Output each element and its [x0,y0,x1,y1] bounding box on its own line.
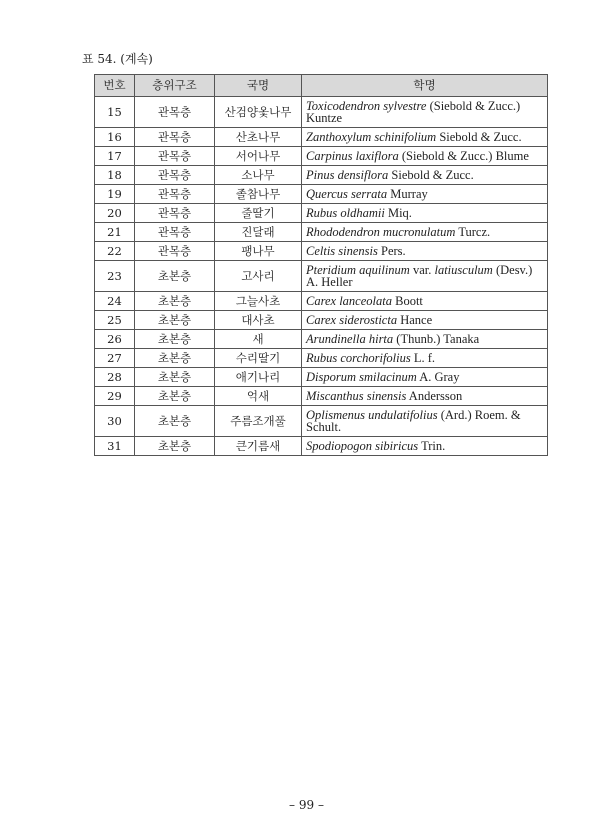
row-layer: 관목층 [135,185,215,204]
scientific-name-italic: Pteridium aquilinum [306,263,410,277]
row-layer: 관목층 [135,97,215,128]
row-layer: 초본층 [135,261,215,292]
row-layer: 초본층 [135,330,215,349]
row-number: 16 [95,128,135,147]
scientific-name-author: Miq. [384,206,412,220]
scientific-name-italic: Rhododendron mucronulatum [306,225,456,239]
row-korean-name: 억새 [215,387,302,406]
row-number: 25 [95,311,135,330]
scientific-name-author: Pers. [377,244,406,258]
row-korean-name: 애기나리 [215,368,302,387]
row-korean-name: 진달래 [215,223,302,242]
row-korean-name: 고사리 [215,261,302,292]
scientific-name-italic: Celtis sinensis [306,244,378,258]
row-scientific-name [302,147,548,166]
row-number: 15 [95,97,135,128]
table-row [95,437,548,456]
row-korean-name: 소나무 [215,166,302,185]
scientific-name-italic: Quercus serrata [306,187,388,201]
row-layer: 관목층 [135,166,215,185]
header-row [95,75,548,97]
scientific-name-italic: Miscanthus sinensis [306,389,407,403]
row-korean-name: 줄딸기 [215,204,302,223]
scientific-name-italic: Rubus oldhamii [306,206,385,220]
row-number: 19 [95,185,135,204]
scientific-name-author: (Thunb.) Tanaka [393,332,480,346]
header-layer: 층위구조 [135,75,215,97]
scientific-name-author: A. Gray [416,370,460,384]
scientific-name-italic: Rubus corchorifolius [306,351,411,365]
scientific-name-author: Hance [397,313,433,327]
table-row [95,223,548,242]
scientific-name-author: Trin. [418,439,446,453]
row-korean-name: 새 [215,330,302,349]
row-korean-name: 그늘사초 [215,292,302,311]
row-scientific-name [302,223,548,242]
row-layer: 초본층 [135,349,215,368]
row-layer: 초본층 [135,292,215,311]
table-row [95,261,548,292]
row-layer: 초본층 [135,368,215,387]
row-number: 30 [95,406,135,437]
scientific-name-italic: Arundinella hirta [306,332,394,346]
row-korean-name: 산검양옻나무 [215,97,302,128]
row-number: 17 [95,147,135,166]
row-korean-name: 산초나무 [215,128,302,147]
scientific-name-author: Siebold & Zucc. [436,130,522,144]
table-row [95,368,548,387]
row-scientific-name [302,261,548,292]
row-number: 28 [95,368,135,387]
row-layer: 관목층 [135,204,215,223]
row-layer: 관목층 [135,223,215,242]
row-scientific-name [302,204,548,223]
row-scientific-name [302,128,548,147]
scientific-name-italic: Carpinus laxiflora [306,149,399,163]
row-number: 18 [95,166,135,185]
table-row [95,330,548,349]
row-korean-name: 팽나무 [215,242,302,261]
scientific-name-author: Turcz. [455,225,491,239]
row-scientific-name [302,185,548,204]
scientific-name-italic: Carex lanceolata [306,294,392,308]
table-row [95,406,548,437]
row-korean-name: 주름조개풀 [215,406,302,437]
scientific-name-italic: Pinus densiflora [306,168,389,182]
row-number: 20 [95,204,135,223]
row-layer: 초본층 [135,387,215,406]
table-row [95,166,548,185]
row-number: 22 [95,242,135,261]
row-scientific-name [302,292,548,311]
table-row [95,311,548,330]
row-korean-name: 큰기름새 [215,437,302,456]
row-scientific-name [302,406,548,437]
table-row [95,204,548,223]
scientific-name-author: Murray [387,187,428,201]
scientific-name-author: Siebold & Zucc. [388,168,474,182]
scientific-name-author: Boott [391,294,423,308]
row-scientific-name [302,311,548,330]
table-row [95,185,548,204]
row-number: 26 [95,330,135,349]
row-layer: 관목층 [135,128,215,147]
row-scientific-name [302,242,548,261]
scientific-name-author: (Ard.) Roem. & Schult. [306,408,524,434]
header-scientific-name: 학명 [302,75,548,97]
scientific-name-author: L. f. [410,351,436,365]
table-row [95,147,548,166]
row-korean-name: 수리딸기 [215,349,302,368]
row-number: 31 [95,437,135,456]
row-layer: 초본층 [135,437,215,456]
species-table [94,74,548,456]
scientific-name-italic: Carex siderosticta [306,313,398,327]
row-scientific-name [302,97,548,128]
row-number: 24 [95,292,135,311]
row-korean-name: 대사초 [215,311,302,330]
table-row [95,387,548,406]
scientific-name-italic: Oplismenus undulatifolius [306,408,438,422]
scientific-name-author: Andersson [406,389,463,403]
scientific-name-author: var. [409,263,435,277]
row-korean-name: 졸참나무 [215,185,302,204]
scientific-name-author: (Desv.) A. Heller [306,263,535,289]
row-scientific-name [302,368,548,387]
row-scientific-name [302,166,548,185]
row-layer: 관목층 [135,242,215,261]
scientific-name-italic: Disporum smilacinum [306,370,417,384]
row-layer: 관목층 [135,147,215,166]
table-row [95,97,548,128]
table-row [95,292,548,311]
row-number: 23 [95,261,135,292]
scientific-name-author: (Siebold & Zucc.) Blume [398,149,529,163]
table-caption: 표 54. (계속) [82,52,153,66]
header-korean-name: 국명 [215,75,302,97]
row-layer: 초본층 [135,406,215,437]
row-scientific-name [302,330,548,349]
scientific-name-author: (Siebold & Zucc.) Kuntze [306,99,524,125]
table-row [95,128,548,147]
row-scientific-name [302,387,548,406]
header-number: 번호 [95,75,135,97]
row-number: 27 [95,349,135,368]
row-number: 29 [95,387,135,406]
table-row [95,349,548,368]
row-korean-name: 서어나무 [215,147,302,166]
table-row [95,242,548,261]
row-number: 21 [95,223,135,242]
row-scientific-name [302,349,548,368]
page-number: – 99 – [289,798,324,812]
scientific-name-italic: Zanthoxylum schinifolium [306,130,437,144]
row-layer: 초본층 [135,311,215,330]
scientific-name-italic: Toxicodendron sylvestre [306,99,427,113]
row-scientific-name [302,437,548,456]
scientific-name-italic: latiusculum [434,263,493,277]
scientific-name-italic: Spodiopogon sibiricus [306,439,419,453]
